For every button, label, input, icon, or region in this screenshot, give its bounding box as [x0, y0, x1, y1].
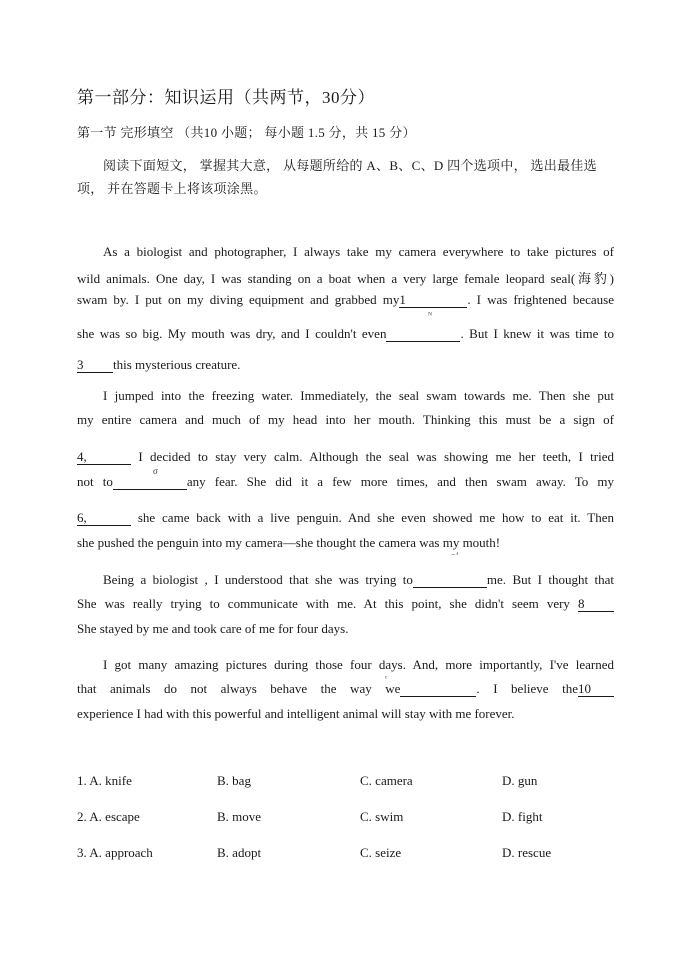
- p3-line-1: [77, 572, 614, 588]
- p2-line-4: [77, 474, 614, 490]
- blank-6: 6,: [77, 511, 131, 526]
- p1-line-3-text-a: swam by. I put on my diving equipment and grabbed my: [77, 292, 400, 307]
- part-title: 第一部分：知识运用（共两节，30分）: [77, 88, 375, 107]
- p4-line-2-text-a: that animals do not always behave the way we: [77, 681, 401, 696]
- p3-line-2-text: She was really trying to communicate with me. At this point, she didn't seem very: [77, 596, 570, 611]
- p1-line-5-text: this mysterious creature.: [113, 357, 241, 372]
- option-2d[interactable]: D. fight: [502, 809, 543, 824]
- p1-line-1: As a biologist and photographer, I always take my camera everywhere to take pictures of: [103, 244, 614, 259]
- option-2c[interactable]: C. swim: [360, 809, 404, 824]
- option-3a[interactable]: 3. A. approach: [77, 845, 153, 860]
- blank-3: 3: [77, 358, 113, 373]
- p3-line-1-text-a: Being a biologist , I understood that she was trying to: [103, 572, 413, 587]
- section-title: 第一节 完形填空 （共10 小题； 每小题 1.5 分，共 15 分）: [77, 125, 416, 140]
- option-2b[interactable]: B. move: [217, 809, 262, 824]
- p3-line-2: [77, 596, 614, 612]
- p1-line-3-text-b: . I was frightened because: [467, 292, 615, 307]
- p1-line-4-text-b: . But I knew it was time to: [460, 326, 614, 341]
- option-3b[interactable]: B. adopt: [217, 845, 262, 860]
- blank-5: [113, 475, 187, 490]
- option-3c[interactable]: C. seize: [360, 845, 402, 860]
- blank-1: 1: [399, 293, 467, 308]
- p4-line-3: experience I had with this powerful and intelligent animal will stay with me forever.: [77, 706, 515, 721]
- p1-line-4-text-a: she was so big. My mouth was dry, and I couldn't even: [77, 326, 387, 341]
- option-1b[interactable]: B. bag: [217, 773, 251, 788]
- option-1d[interactable]: D. gun: [502, 773, 538, 788]
- p1-line-4: [77, 326, 614, 342]
- blank-7-marker: ⁻ʼ: [451, 551, 459, 561]
- instruction-line-1: 阅读下面短文， 掌握其大意， 从每题所给的 A、B、C、D 四个选项中， 选出最佳选: [103, 158, 597, 173]
- p1-line-2: wild animals. One day, I was standing on a boat when a very large female leopard seal(海豹): [77, 271, 614, 286]
- p4-line-2-text-b: . I believe the: [476, 681, 578, 696]
- option-1c[interactable]: C. camera: [360, 773, 413, 788]
- instruction-line-2: 项， 并在答题卡上将该项涂黑。: [77, 181, 267, 196]
- p2-line-6: she pushed the penguin into my camera—she thought the camera was my mouth!: [77, 535, 501, 550]
- p2-line-5-text: she came back with a live penguin. And she even showed me how to eat it. Then: [137, 510, 615, 525]
- blank-8: 8: [578, 597, 614, 612]
- p2-line-2: my entire camera and much of my head into her mouth. Thinking this must be a sign of: [77, 412, 614, 427]
- option-1a[interactable]: 1. A. knife: [77, 773, 132, 788]
- blank-9: [400, 682, 476, 697]
- p3-line-3: She stayed by me and took care of me for four days.: [77, 621, 349, 636]
- p1-line-5: [77, 357, 614, 373]
- question-2-options: [77, 809, 637, 827]
- question-3-options: [77, 845, 637, 863]
- blank-9-marker: ᶜ: [385, 673, 388, 683]
- question-1-options: [77, 773, 637, 791]
- blank-2-marker: ᴺ: [428, 310, 433, 320]
- blank-2: [386, 327, 460, 342]
- p2-line-3: [77, 449, 614, 465]
- p1-line-3: [77, 292, 614, 308]
- p4-line-1: I got many amazing pictures during those four days. And, more importantly, I've learned: [103, 657, 614, 672]
- p2-line-4-text-a: not to: [77, 474, 113, 489]
- option-2a[interactable]: 2. A. escape: [77, 809, 140, 824]
- blank-10: 10: [578, 682, 614, 697]
- p3-line-1-text-b: me. But I thought that: [486, 572, 614, 587]
- p2-line-5: [77, 510, 614, 526]
- p2-line-3-text: I decided to stay very calm. Although the seal was showing me her teeth, I tried: [138, 449, 615, 464]
- blank-5-marker: σ: [153, 466, 158, 476]
- p2-line-1: I jumped into the freezing water. Immediately, the seal swam towards me. Then she put: [103, 388, 614, 403]
- p4-line-2: [77, 681, 614, 697]
- option-3d[interactable]: D. rescue: [502, 845, 552, 860]
- blank-4: 4,: [77, 450, 131, 465]
- blank-7: [413, 573, 487, 588]
- p2-line-4-text-b: any fear. She did it a few more times, and then swam away. To my: [186, 474, 614, 489]
